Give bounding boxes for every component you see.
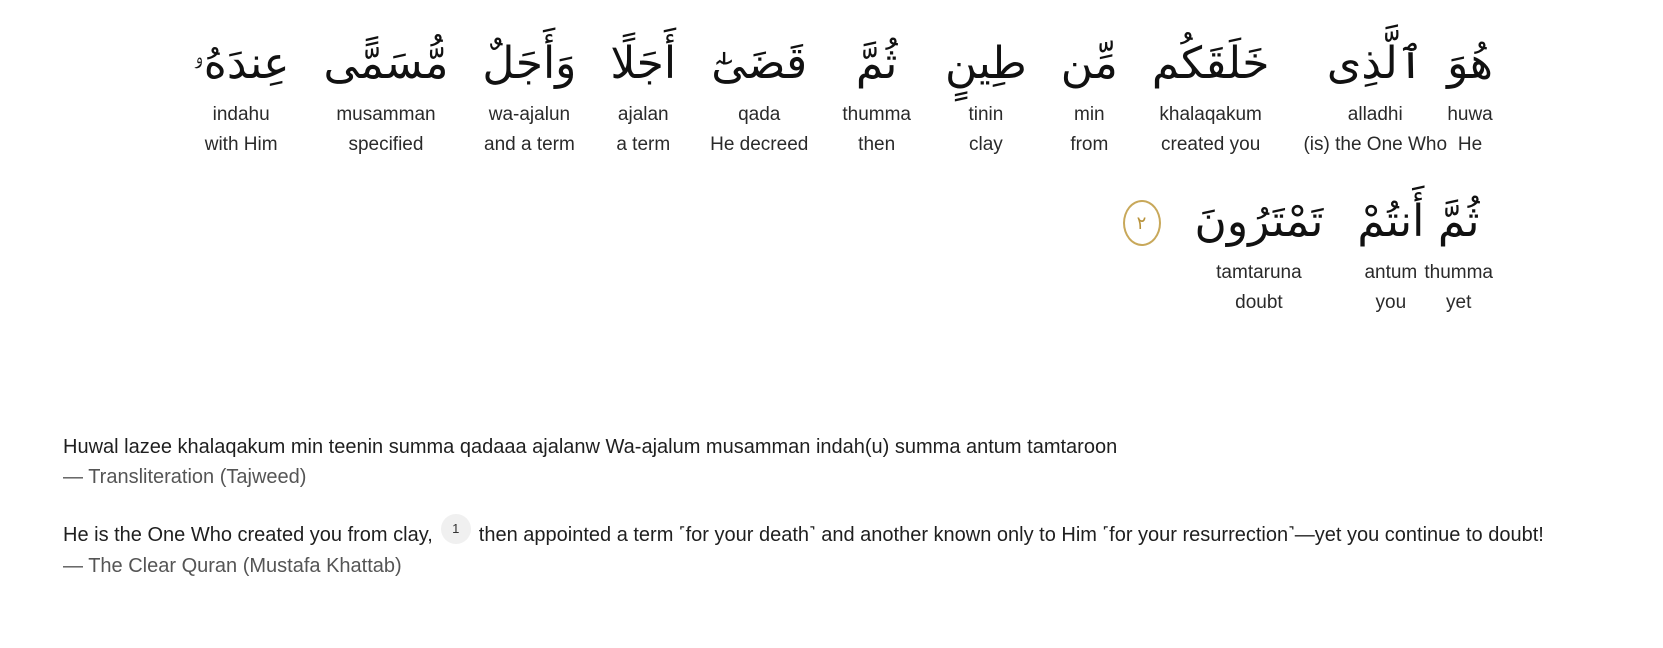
word-item[interactable] [1357,186,1424,318]
word-meaning: with Him [204,134,278,155]
word-item[interactable] [710,28,808,160]
word-transliteration: musamman [336,104,436,125]
arabic-word: ثُمَّ [1437,196,1480,247]
word-item[interactable] [193,28,290,160]
verse-word-by-word [140,28,1493,318]
arabic-word: وَأَجَلٌ [482,38,577,89]
word-meaning: clay [968,134,1003,155]
word-meaning: created you [1161,134,1261,155]
ayah-number: ٢ [1136,212,1147,234]
word-item[interactable] [1195,186,1324,318]
arabic-word: تَمْتَرُونَ [1194,196,1324,247]
word-item[interactable] [1061,28,1118,160]
word-item[interactable] [323,28,448,160]
arabic-word: قَضَىٰٓ [711,38,808,89]
transliteration-source: — Transliteration (Tajweed) [63,466,307,488]
footnote-badge[interactable]: 1 [441,514,471,544]
arabic-word: ٱلَّذِى [1326,38,1424,89]
word-transliteration: thumma [842,104,911,125]
word-transliteration: khalaqakum [1159,104,1262,125]
arabic-word: مُّسَمًّى [323,38,449,89]
word-item[interactable] [1152,28,1270,160]
translation-text [63,514,1563,551]
arabic-word: مِّن [1060,38,1118,89]
word-transliteration: tinin [968,104,1004,125]
word-row-2 [140,186,1493,318]
word-meaning: doubt [1235,292,1283,313]
word-item[interactable] [1424,186,1493,318]
word-item[interactable] [1447,28,1493,160]
arabic-word: عِندَهُۥ [192,38,290,89]
word-meaning: then [858,134,896,155]
word-row-1 [140,28,1493,160]
word-transliteration: indahu [212,104,270,125]
word-transliteration: antum [1364,262,1418,283]
word-meaning: and a term [484,134,575,155]
word-meaning: He [1457,134,1483,155]
word-transliteration: min [1074,104,1105,125]
word-item[interactable] [1303,28,1447,160]
word-meaning: from [1070,134,1109,155]
transliteration-text: Huwal lazee khalaqakum min teenin summa qadaaa ajalanw Wa-ajalum musamman indah(u) summa antum tamtaroon [63,436,1118,458]
ayah-end-marker-icon[interactable] [1123,200,1161,246]
word-transliteration: alladhi [1347,104,1403,125]
arabic-word: أَجَلًا [610,38,677,89]
arabic-word: طِينٍ [944,38,1027,89]
arabic-word: خَلَقَكُم [1151,38,1270,89]
word-transliteration: ajalan [617,104,669,125]
verse-texts [63,432,1563,581]
word-item[interactable] [610,28,676,160]
translation-source: — The Clear Quran (Mustafa Khattab) [63,555,402,577]
translation-part-1: He is the One Who created you from clay, [63,524,433,546]
word-meaning: He decreed [710,134,809,155]
translation-part-2: then appointed a term ˹for your death˺ and another known only to Him ˹for your resurrection˺—yet you continue to doubt! [478,524,1544,546]
word-meaning: a term [616,134,671,155]
word-item[interactable] [842,28,911,160]
arabic-word: ثُمَّ [855,38,898,89]
word-meaning: you [1375,292,1407,313]
word-item[interactable] [945,28,1027,160]
word-transliteration: thumma [1424,262,1493,283]
word-transliteration: wa-ajalun [488,104,571,125]
word-transliteration: huwa [1447,104,1493,125]
word-meaning: yet [1446,292,1472,313]
word-transliteration: tamtaruna [1216,262,1302,283]
word-meaning: specified [348,134,424,155]
arabic-word: أَنتُمْ [1357,196,1425,247]
word-meaning: (is) the One Who [1303,134,1448,155]
word-transliteration: qada [738,104,781,125]
arabic-word: هُوَ [1447,38,1493,89]
word-item[interactable] [482,28,576,160]
